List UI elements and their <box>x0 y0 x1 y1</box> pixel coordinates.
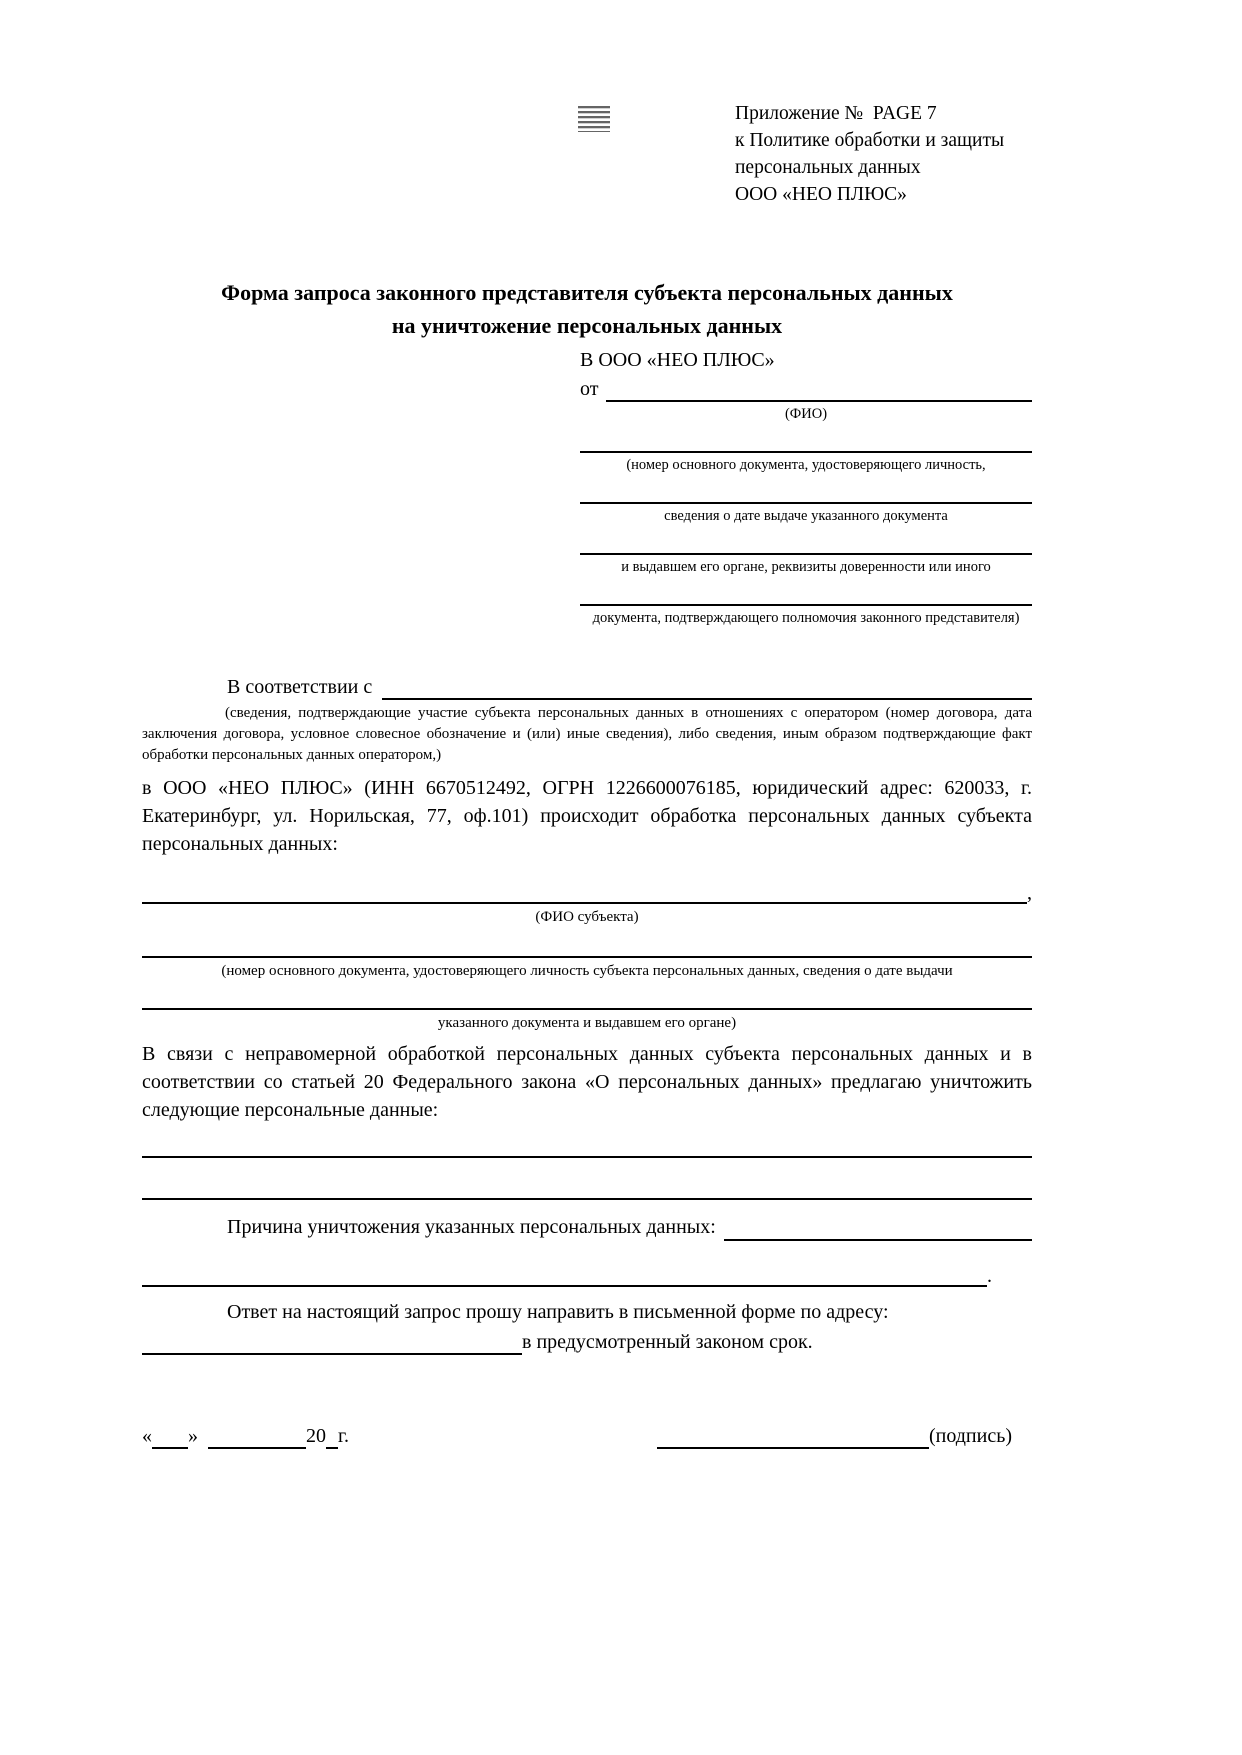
date-month-line[interactable] <box>208 1429 306 1449</box>
field-caption-doc-number: (номер основного документа, удостоверяющего личность, <box>626 457 986 473</box>
addressee-organization: В ООО «НЕО ПЛЮС» <box>580 349 775 371</box>
signature-row <box>142 1423 1032 1449</box>
reply-address-line[interactable] <box>142 1353 522 1355</box>
signature-field <box>657 1423 1012 1449</box>
reply-request-line: Ответ на настоящий запрос прошу направить в письменной форме по адресу: <box>227 1301 889 1323</box>
date-year-suffix: г. <box>338 1425 349 1447</box>
according-label: В соответствии с <box>227 676 373 698</box>
appendix-number-line: Приложение № PAGE 7 <box>735 103 937 124</box>
form-title-line2: на уничтожение персональных данных <box>391 313 783 338</box>
appendix-company-line: ООО «НЕО ПЛЮС» <box>735 184 907 205</box>
form-title <box>142 276 1032 342</box>
fine-print-note: (сведения, подтверждающие участие субъекта персональных данных в отношениях с оператором (номер договора, дата заключения договора, условное словесное обозначение и (или) иные сведения), либо сведения, иным образом подтверждающие факт обработки персональных данных оператором,) <box>142 705 1032 763</box>
subject-fio-caption: (ФИО субъекта) <box>535 909 639 925</box>
addressee-block <box>580 347 1032 627</box>
reply-address-field <box>142 1329 1032 1355</box>
according-input-line[interactable] <box>382 698 1032 700</box>
field-caption-issuer: и выдавшем его органе, реквизиты доверенности или иного <box>621 559 991 575</box>
from-name-line[interactable] <box>606 400 1032 402</box>
representative-doc-line-3[interactable] <box>580 525 1032 555</box>
operator-paragraph: в ООО «НЕО ПЛЮС» (ИНН 6670512492, ОГРН 1226600076185, юридический адрес: 620033, г. Екатеринбург, ул. Норильская, 77, оф.101) происходит обработка персональных данных субъекта персональных данных: <box>142 777 1032 855</box>
according-field <box>142 674 1032 700</box>
signature-line[interactable] <box>657 1429 929 1449</box>
appendix-policy-line: к Политике обработки и защиты <box>735 130 1005 151</box>
date-year-line[interactable] <box>326 1429 338 1449</box>
subject-doc-line-1[interactable] <box>142 956 1032 958</box>
date-quote-close: » <box>188 1425 198 1447</box>
field-caption-issue-date: сведения о дате выдаче указанного документа <box>664 508 948 524</box>
data-to-destroy-line-1[interactable] <box>142 1156 1032 1158</box>
subject-doc-field-1 <box>142 956 1032 958</box>
representative-doc-line-2[interactable] <box>580 474 1032 504</box>
date-quote-open: « <box>142 1425 152 1447</box>
appendix-header <box>735 100 1032 208</box>
reason-label: Причина уничтожения указанных персональных данных: <box>227 1216 716 1238</box>
data-to-destroy-field-2 <box>142 1198 1032 1200</box>
reason-field <box>142 1214 1032 1241</box>
page-header <box>142 100 1032 216</box>
date-year-prefix: 20 <box>306 1425 326 1447</box>
from-label: от <box>580 378 599 400</box>
field-code-icon <box>578 106 610 132</box>
reason-continuation-line[interactable] <box>142 1285 987 1287</box>
field-caption-authority-doc: документа, подтверждающего полномочия законного представителя) <box>592 610 1020 626</box>
subject-doc-caption-2: указанного документа и выдавшем его органе) <box>437 1015 737 1031</box>
representative-doc-line-4[interactable] <box>580 576 1032 606</box>
reason-input-line[interactable] <box>724 1239 1032 1241</box>
subject-doc-line-2[interactable] <box>142 1008 1032 1010</box>
data-to-destroy-field-1 <box>142 1156 1032 1158</box>
fio-caption: (ФИО) <box>784 406 828 422</box>
reason-line-period: . <box>987 1265 992 1287</box>
date-field <box>142 1423 349 1449</box>
appendix-policy-line2: персональных данных <box>735 157 921 178</box>
subject-name-line[interactable] <box>142 902 1027 904</box>
reply-suffix: в предусмотренный законом срок. <box>522 1331 813 1353</box>
signature-caption: (подпись) <box>928 1425 1012 1447</box>
subject-name-field <box>142 882 1032 904</box>
date-day-line[interactable] <box>152 1429 188 1449</box>
data-to-destroy-line-2[interactable] <box>142 1198 1032 1200</box>
request-paragraph: В связи с неправомерной обработкой персональных данных субъекта персональных данных и в соответствии со статьей 20 Федерального закона «О персональных данных» предлагаю уничтожить следующие персональные данные: <box>142 1043 1032 1121</box>
representative-doc-line-1[interactable] <box>580 423 1032 453</box>
subject-doc-caption-1: (номер основного документа, удостоверяющего личность субъекта персональных данных, сведения о дате выдачи <box>221 963 953 979</box>
form-title-line1: Форма запроса законного представителя субъекта персональных данных <box>221 280 953 305</box>
subject-doc-field-2 <box>142 1008 1032 1010</box>
from-field <box>580 376 1032 402</box>
reason-continuation-field <box>142 1265 1032 1287</box>
subject-name-line-comma: , <box>1027 882 1032 904</box>
